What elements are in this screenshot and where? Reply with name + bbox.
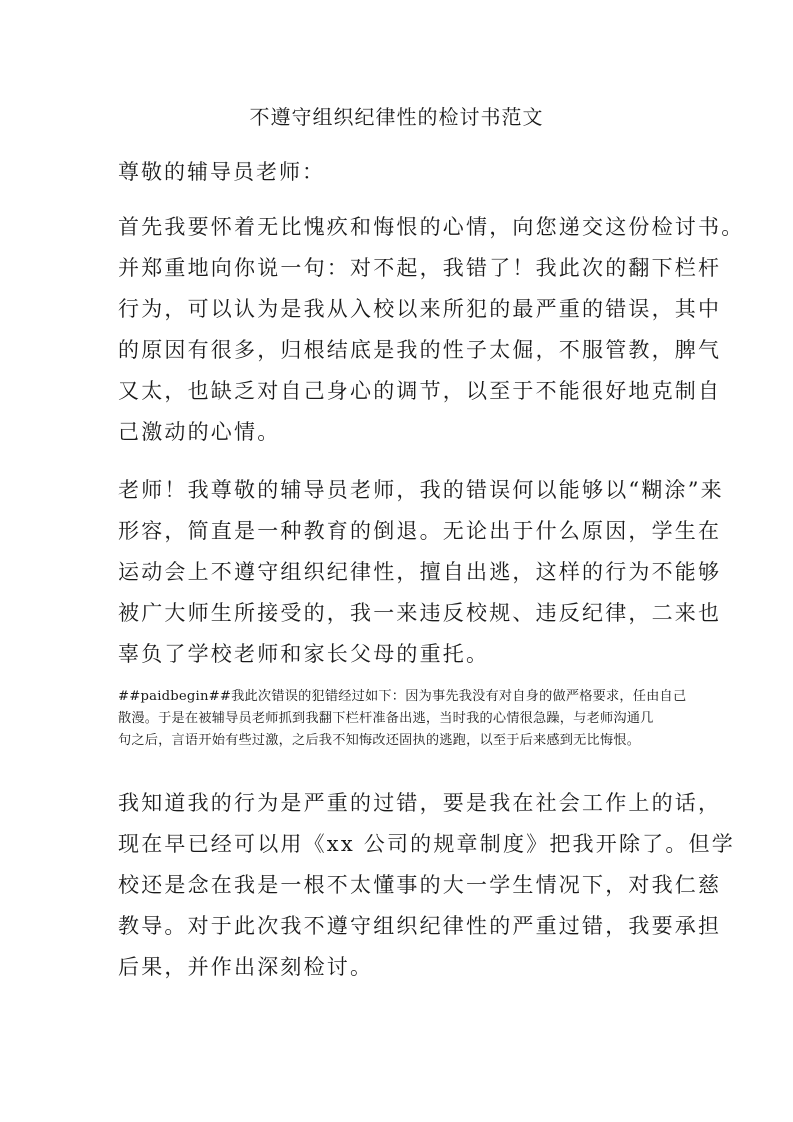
paragraph-2 (118, 470, 724, 675)
paragraph-line: 老师！我尊敬的辅导员老师，我的错误何以能够以“糊涂”来 (118, 478, 724, 502)
paragraph-line: 现在早已经可以用《xx 公司的规章制度》把我开除了。但学 (118, 832, 735, 856)
paragraph-line: 校还是念在我是一根不太懂事的大一学生情况下，对我仁慈 (118, 873, 722, 897)
paragraph-line: 句之后，言语开始有些过激，之后我不知悔改还固执的逃跑，以至于后来感到无比悔恨。 (118, 733, 641, 748)
paragraph-line: 散漫。于是在被辅导员老师抓到我翻下栏杆准备出逃，当时我的心情很急躁，与老师沟通几 (118, 711, 654, 726)
paragraph-line: 己激动的心情。 (118, 420, 281, 444)
paragraph-line: 被广大师生所接受的，我一来违反校规、违反纪律，二来也 (118, 601, 722, 625)
paragraph-4 (118, 783, 735, 988)
paragraph-line: 我知道我的行为是严重的过错，要是我在社会工作上的话， (118, 791, 722, 815)
paragraph-line: 后果，并作出深刻检讨。 (118, 955, 374, 979)
paragraph-1 (118, 207, 745, 453)
paragraph-line: 教导。对于此次我不遵守组织纪律性的严重过错，我要承担 (118, 914, 722, 938)
paragraph-line: 形容，简直是一种教育的倒退。无论出于什么原因，学生在 (118, 519, 722, 543)
document-title: 不遵守组织纪律性的检讨书范文 (249, 105, 544, 129)
paragraph-3-small (118, 686, 688, 752)
paragraph-line: 首先我要怀着无比愧疚和悔恨的心情，向您递交这份检讨书。 (118, 215, 745, 239)
paragraph-line: 辜负了学校老师和家长父母的重托。 (118, 642, 490, 666)
paragraph-line: ##paidbegin##我此次错误的犯错经过如下：因为事先我没有对自身的做严格要求，任由自己 (118, 689, 687, 704)
paragraph-line: 的原因有很多，归根结底是我的性子太倔，不服管教，脾气 (118, 338, 722, 362)
paragraph-line: 又太，也缺乏对自己身心的调节，以至于不能很好地克制自 (118, 379, 722, 403)
paragraph-line: 并郑重地向你说一句：对不起，我错了！我此次的翻下栏杆 (118, 256, 722, 280)
salutation: 尊敬的辅导员老师： (118, 160, 325, 184)
paragraph-line: 行为，可以认为是我从入校以来所犯的最严重的错误，其中 (118, 297, 722, 321)
paragraph-line: 运动会上不遵守组织纪律性，擅自出逃，这样的行为不能够 (118, 560, 722, 584)
